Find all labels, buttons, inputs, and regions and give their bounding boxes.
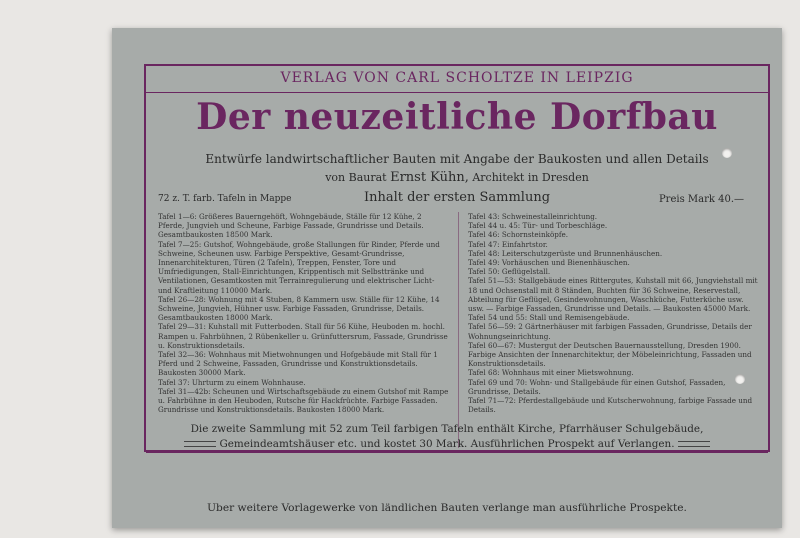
- bottom-rule: [146, 452, 768, 453]
- second-collection-note: [124, 422, 770, 452]
- contents-right-column: [468, 212, 758, 414]
- contents-item: Tafel 37: Uhrturm zu einem Wohnhause.: [158, 377, 306, 387]
- contents-item: Tafel 51—53: Stallgebäude eines Rittergutes, Kuhstall mit 66, Jungviehstall mit 18 und Ochsenstall mit 8 Ständen, Buchten für 36 Schweine, Reservestall, Abteilung für Geflügel, Gesindewohnungen, Waschküche, Futterküche usw. usw. — Farbige Fassaden, Grundrisse und Details. — Baukosten 45000 Mark.: [468, 276, 758, 314]
- contents-item: Tafel 46: Schornsteinköpfe.: [468, 230, 569, 240]
- contents-item: Tafel 29—31: Kuhstall mit Futterboden. Stall für 56 Kühe, Heuboden m. hochl. Rampen u. Fahrbühnen, 2 Rübenkeller u. Grünfuttersrum, Fassade, Grundrisse u. Konstruktionsdetails.: [158, 322, 448, 350]
- contents-item: Tafel 26—28: Wohnung mit 4 Stuben, 8 Kammern usw. Ställe für 12 Kühe, 14 Schweine, Jungvieh, Hühner usw. Farbige Fassaden, Grundrisse, Details. Gesamtbaukosten 18000 Mark.: [158, 294, 440, 323]
- ornament-icon: [678, 441, 710, 447]
- contents-item: Tafel 7—25: Gutshof, Wohngebäude, große Stallungen für Rinder, Pferde und Schweine, Scheunen usw. Farbige Perspektive, Gesamt-Grundrisse, Innenarchitekturen, Türen (2 Tafeln), Treppen, Fenster, Tore und Umfriedigungen, Stall-Einrichtungen, Krippentisch mit Selbsttränke und Ventilationen, Gesamtkosten mit Terrainregulierung und elektrischer Licht- und Kraftleitung 110000 Mark.: [158, 239, 440, 295]
- contents-item: Tafel 56—59: 2 Gärtnerhäuser mit farbigen Fassaden, Grundrisse, Details der Wohnungseinrichtung.: [468, 322, 752, 341]
- advertisement-frame: [144, 64, 770, 452]
- author-suffix: Architekt in Dresden: [472, 171, 589, 184]
- contents-item: Tafel 43: Schweinestalleinrichtung.: [468, 212, 598, 221]
- contents-item: Tafel 50: Geflügelstall.: [468, 267, 551, 277]
- publisher-header: VERLAG VON CARL SCHOLTZE IN LEIPZIG: [280, 70, 634, 86]
- contents-item: Tafel 32—36: Wohnhaus mit Mietwohnungen und Hofgebäude mit Stall für 1 Pferd und 2 Schweine, Fassaden, Grundrisse und Konstruktionsdetails. Baukosten 30000 Mark.: [158, 350, 438, 378]
- column-divider: [458, 212, 459, 448]
- contents-left-column: [158, 212, 450, 414]
- author-prefix: von Baurat: [325, 171, 387, 184]
- contents-item: Tafel 69 und 70: Wohn- und Stallgebäude für einen Gutshof, Fassaden, Grundrisse, Details.: [468, 377, 726, 396]
- catalog-sheet: [112, 28, 782, 528]
- book-subtitle: Entwürfe landwirtschaftlicher Bauten mit Angabe der Baukosten und allen Details: [205, 152, 709, 166]
- ornament-icon: [184, 441, 216, 447]
- author-line: [146, 170, 768, 185]
- contents-item: Tafel 31—42b: Scheunen und Wirtschaftsgebäude zu einem Gutshof mit Rampe u. Fahrbühne in den Heuboden, Rutsche für Hackfrüchte. Farbige Fassaden. Grundrisse und Konstruktionsdetails. Baukosten 18000 Mark.: [158, 386, 449, 415]
- contents-item: Tafel 60—67: Mustergut der Deutschen Bauernausstellung, Dresden 1900. Farbige Ansichten der Innenarchitektur, der Möbeleinrichtung, Fassaden und Konstruktionsdetails.: [468, 340, 752, 369]
- plates-note: 72 z. T. farb. Tafeln in Mappe: [158, 194, 292, 204]
- contents-item: Tafel 1—6: Größeres Bauerngehöft, Wohngebäude, Ställe für 12 Kühe, 2 Pferde, Jungvieh und Scheune, Farbige Fassade, Grundrisse und Details. Gesamtbaukosten 18500 Mark.: [158, 212, 424, 240]
- contents-item: Tafel 54 und 55: Stall und Remisengebäude.: [468, 313, 630, 323]
- second-collection-text: Gemeindeamtshäuser etc. und kostet 30 Mark. Ausführlichen Prospekt auf Verlangen.: [219, 438, 675, 450]
- footer-note: Uber weitere Vorlagewerke von ländlichen Bauten verlange man ausführliche Prospekte.: [207, 502, 687, 514]
- contents-item: Tafel 48: Leiterschutzgerüste und Brunnenhäuschen.: [468, 248, 663, 258]
- book-title: Der neuzeitliche Dorfbau: [196, 96, 718, 138]
- contents-item: Tafel 71—72: Pferdestallgebäude und Kutscherwohnung, farbige Fassade und Details.: [468, 396, 753, 415]
- second-collection-line: Die zweite Sammlung mit 52 zum Teil farbigen Tafeln enthält Kirche, Pfarrhäuser Schulgebäude,: [190, 423, 704, 435]
- author-name: Ernst Kühn,: [390, 170, 469, 185]
- contents-item: Tafel 68: Wohnhaus mit einer Mietswohnung.: [468, 368, 634, 378]
- contents-item: Tafel 49: Vorhäuschen und Bienenhäuschen.: [468, 258, 630, 268]
- second-collection-line-2: [124, 437, 770, 452]
- contents-item: Tafel 44 u. 45: Tür- und Torbeschläge.: [468, 221, 608, 231]
- header-rule: [146, 92, 768, 93]
- contents-item: Tafel 47: Einfahrtstor.: [468, 239, 548, 249]
- price: Preis Mark 40.—: [658, 194, 744, 205]
- contents-heading: Inhalt der ersten Sammlung: [363, 190, 551, 205]
